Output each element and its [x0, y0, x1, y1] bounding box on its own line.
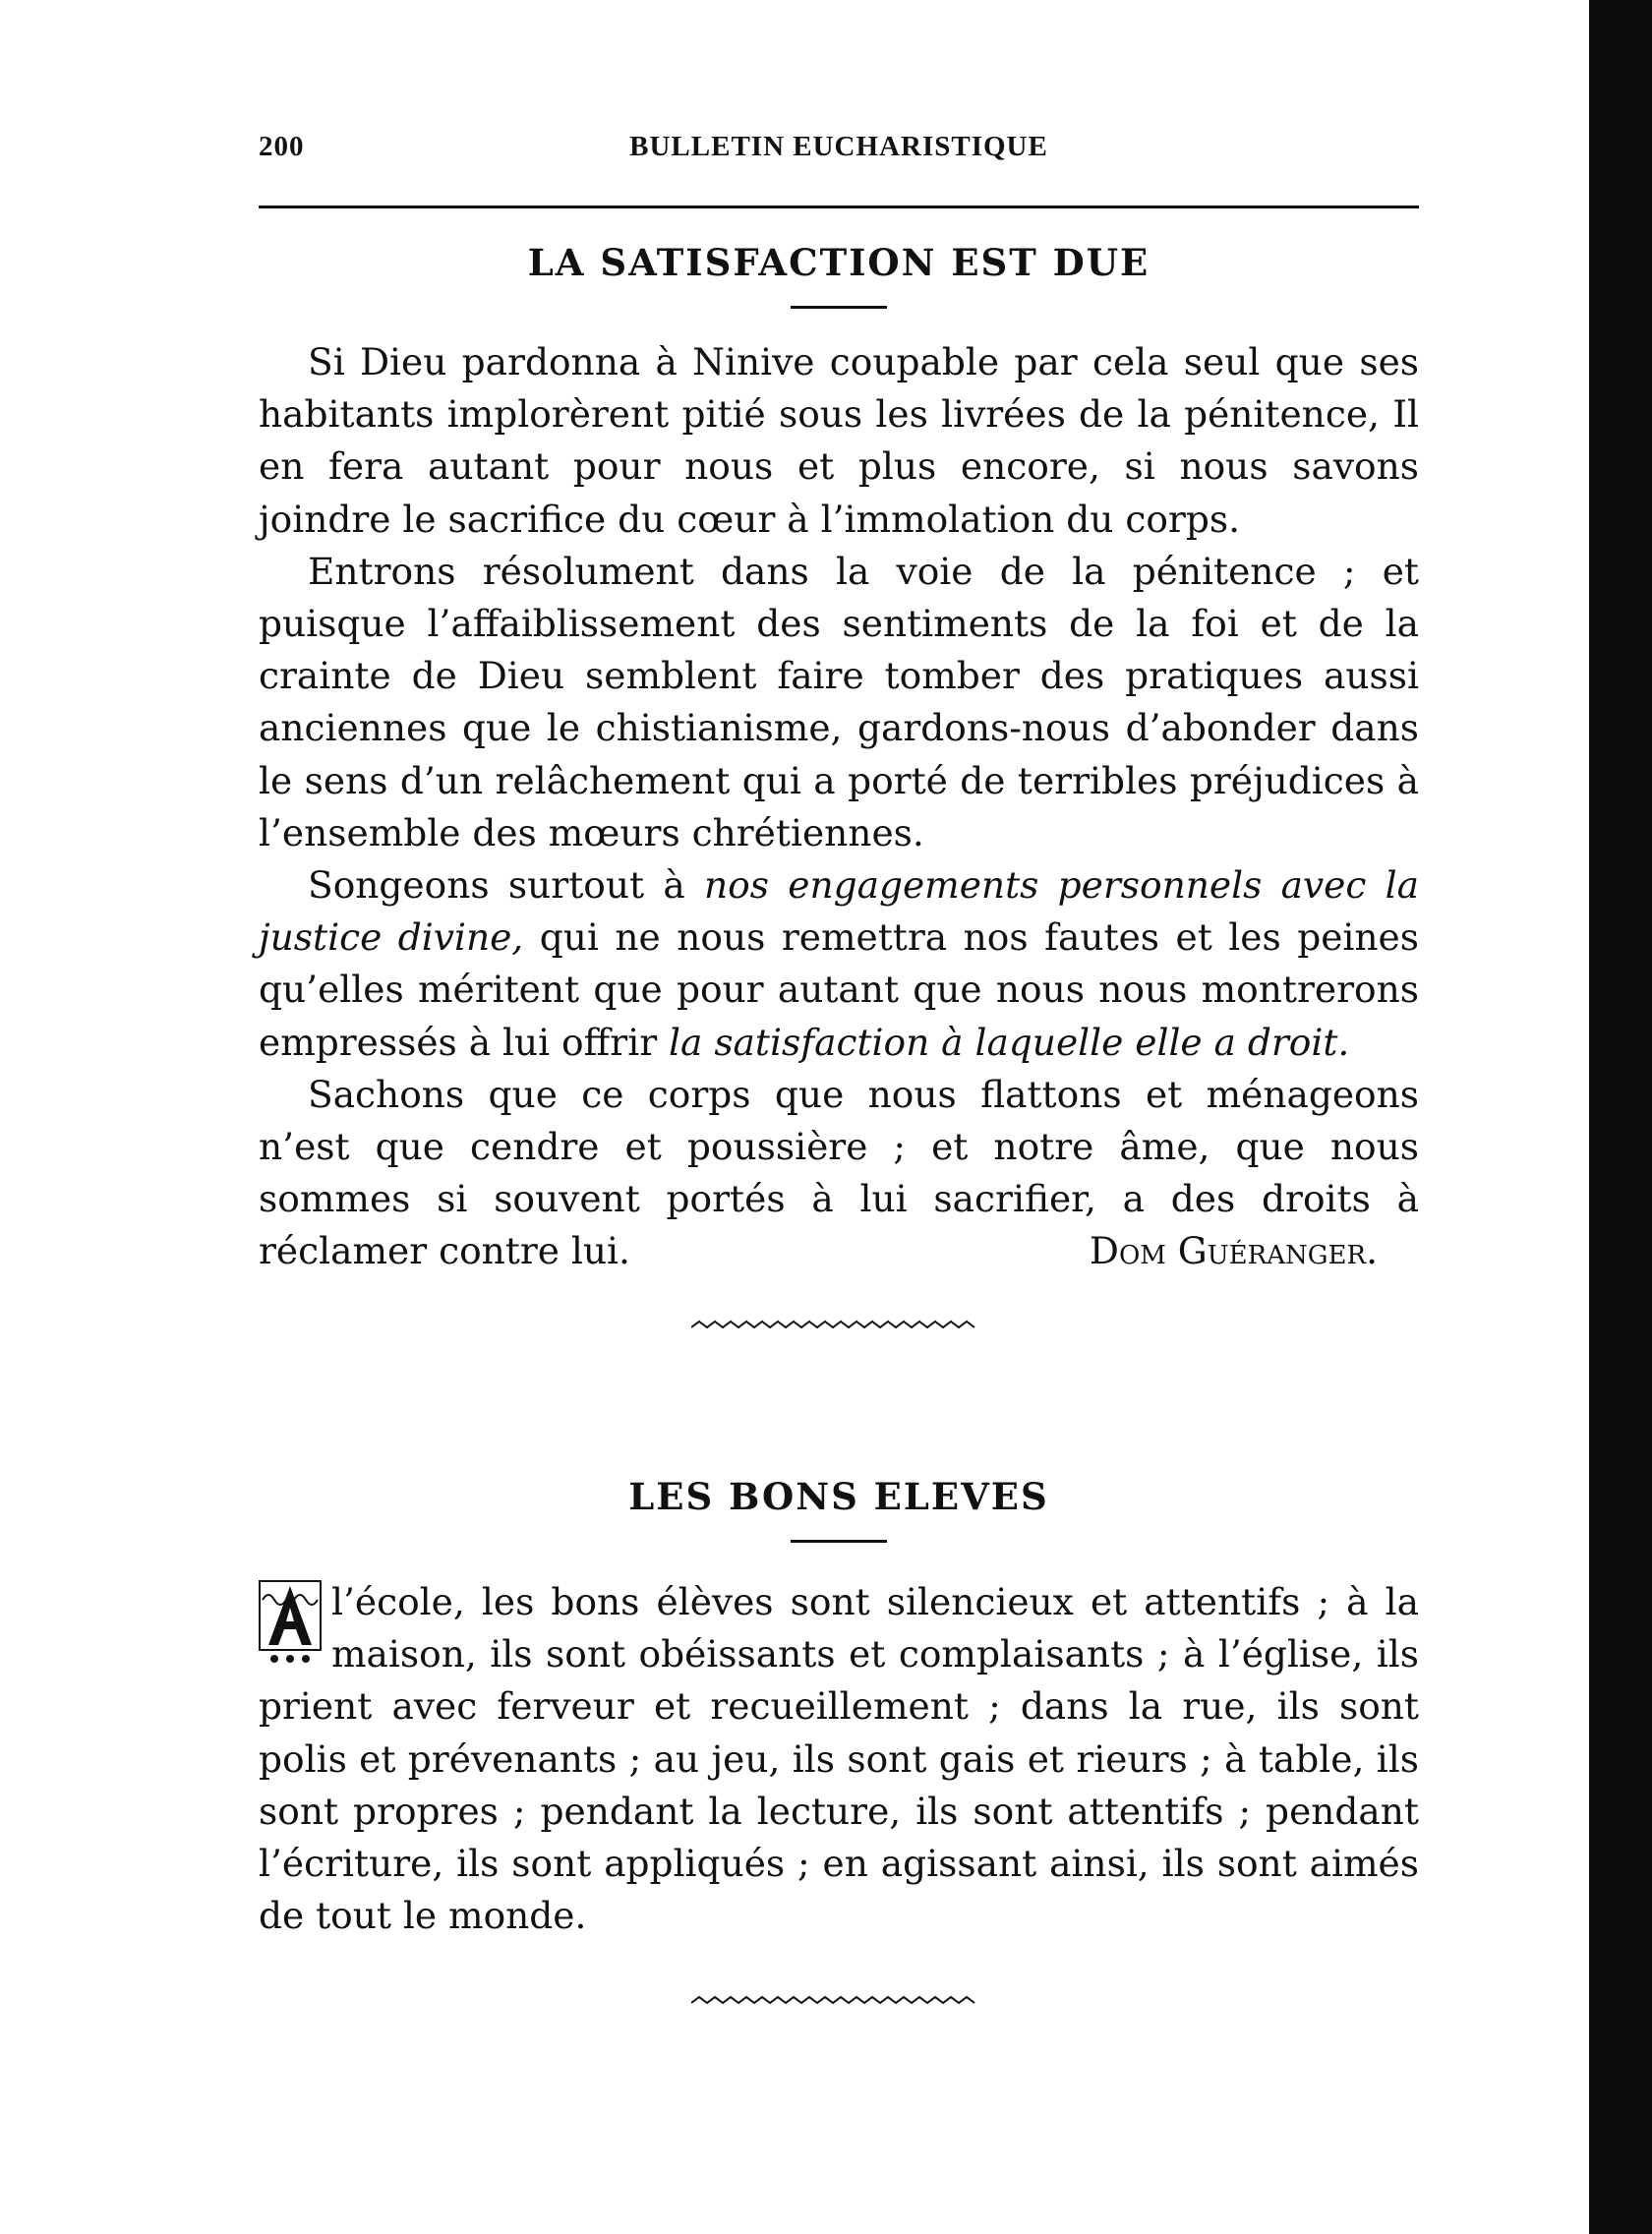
- title-rule: [791, 306, 887, 309]
- text-run: Songeons surtout à: [308, 863, 704, 908]
- paragraph: Si Dieu pardonna à Ninive coupable par cela seul que ses habitants implorèrent pitié sous les livrées de la pénitence, Il en fera autant pour nous et plus encore, si nous savons joindre le sacrifice du cœur à l’immolation du corps.: [259, 340, 1419, 541]
- running-head: [259, 123, 1419, 172]
- closing-paragraph: [259, 1069, 1419, 1278]
- paragraph: Entrons résolument dans la voie de la pénitence ; et puisque l’affaiblissement des sentiments de la foi et de la crainte de Dieu semblent faire tomber des pratiques aussi anciennes que le chistianisme, gardons-nous d’abonder dans le sens d’un relâchement qui a porté de terribles préjudices à l’ensemble des mœurs chrétiennes.: [259, 549, 1419, 854]
- text-run: l’école, les bons élèves sont silencieux et attentifs ; à la maison, ils sont obéissants et complaisants ; à l’église, ils prient avec ferveur et recueillement ; dans la rue, ils sont polis et prévenants ; au jeu, ils sont gais et rieurs ; à table, ils sont propres ; pendant la lecture, ils sont attentifs ; pendant l’écriture, ils sont appliqués ; en agissant ainsi, ils sont aimés de tout le monde.: [259, 1580, 1419, 1938]
- header-rule: [259, 206, 1419, 208]
- italic-phrase: la satisfaction à laquelle elle a droit.: [669, 1020, 1350, 1064]
- book-page: [259, 123, 1419, 1938]
- italic-phrase: nos engagements personnels avec la justice divine,: [259, 863, 1419, 960]
- paragraph-with-dropcap: [259, 1576, 1419, 1942]
- article-satisfaction: [259, 241, 1419, 1333]
- ornamental-squiggle: [691, 1316, 986, 1333]
- paragraph-italic-mix: [259, 859, 1419, 1069]
- article-1-title: LA SATISFACTION EST DUE: [527, 241, 1150, 284]
- title-rule: [791, 1540, 887, 1543]
- ornate-dropcap-icon: [259, 1580, 322, 1669]
- author-signature: Dom Guéranger.: [1089, 1229, 1378, 1273]
- text-run: qui ne nous remettra nos fautes et les peines qu’elles méritent que pour autant que nous nous montrerons empressés à lui offrir: [259, 915, 1419, 1064]
- scan-right-edge: [1589, 0, 1652, 2234]
- article-2-title: LES BONS ELEVES: [628, 1475, 1049, 1518]
- journal-title: BULLETIN EUCHARISTIQUE: [629, 131, 1048, 162]
- article-bons-eleves: [259, 1475, 1419, 2009]
- text-run: Sachons que ce corps que nous flattons et ménageons n’est que cendre et poussière ; et notre âme, que nous sommes si souvent portés à lui sacrifier, a des droits à réclamer contre lui.: [259, 1072, 1419, 1273]
- ornamental-squiggle: [691, 1991, 986, 2009]
- svg-text:A: A: [289, 1641, 291, 1642]
- page-number: 200: [259, 131, 305, 162]
